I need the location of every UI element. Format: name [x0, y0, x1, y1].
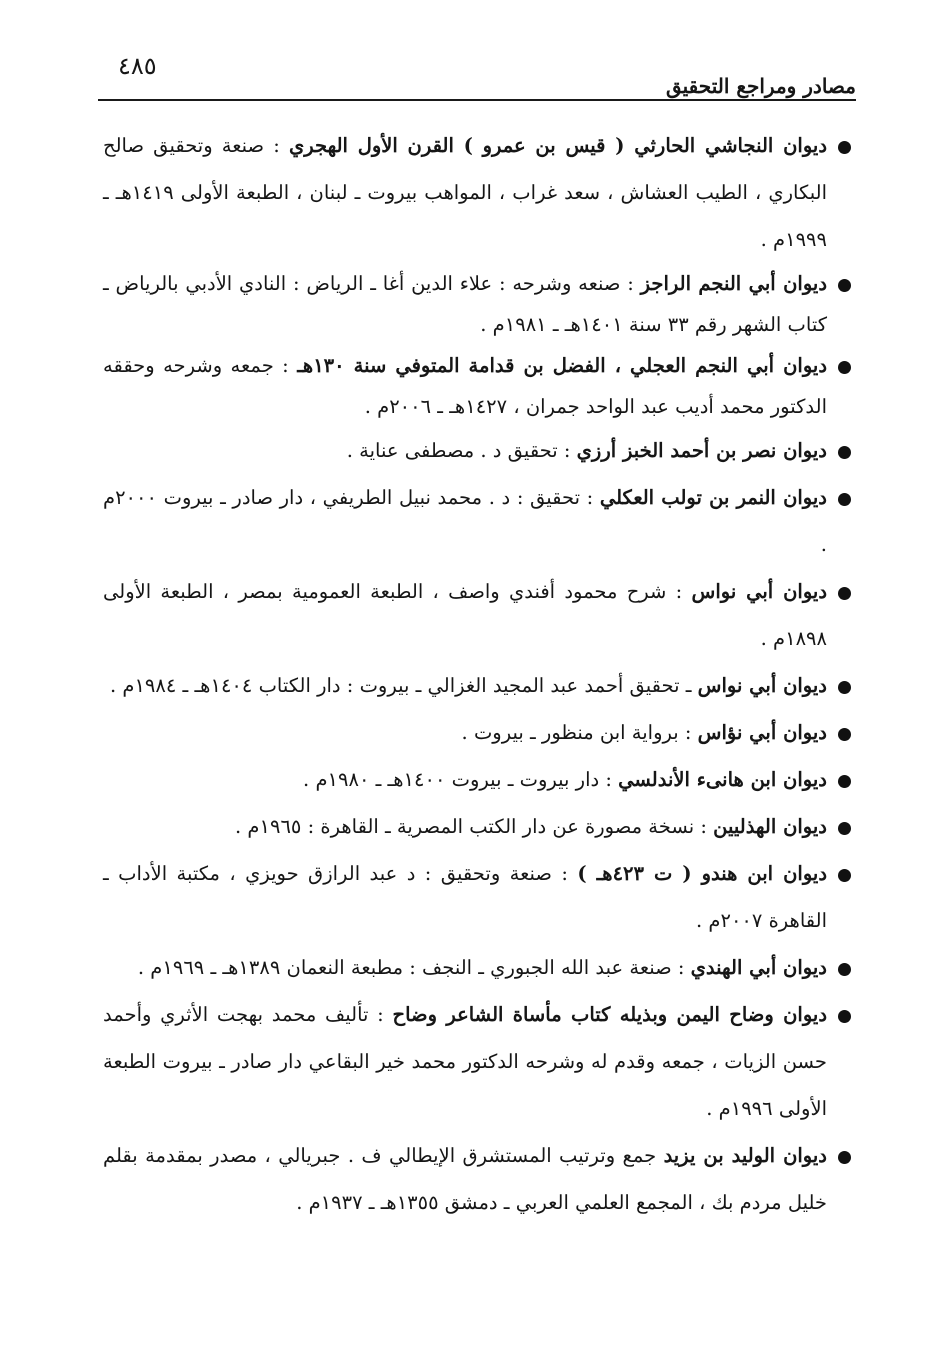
- entry-details: : نسخة مصورة عن دار الكتب المصرية ـ القاهرة : ١٩٦٥م .: [235, 815, 714, 838]
- bullet-icon: [838, 141, 851, 154]
- bibliography-entry: [103, 662, 853, 709]
- bullet-icon: [838, 587, 851, 600]
- entry-title: ديوان أبي النجم العجلي ، الفضل بن قدامة المتوفي سنة ١٣٠هـ: [297, 354, 827, 377]
- entry-title: ديوان أبي نؤاس: [697, 721, 827, 744]
- bullet-icon: [838, 963, 851, 976]
- entry-title: ديوان الوليد بن يزيد: [663, 1144, 827, 1167]
- page-header: [98, 52, 856, 102]
- entry-title: ديوان النمر بن تولب العكلي: [599, 486, 827, 509]
- bullet-icon: [838, 869, 851, 882]
- bullet-icon: [838, 822, 851, 835]
- entry-title: ديوان أبي النجم الراجز: [640, 272, 828, 295]
- entry-title: ديوان ابن هندو ( ت ٤٢٣هـ ): [577, 862, 828, 885]
- bibliography-entry: [103, 944, 853, 991]
- entry-details: : جمعه وشرحه وحققه الدكتور محمد أديب عبد الواحد جمران ، ١٤٢٧هـ ـ ٢٠٠٦م .: [103, 354, 827, 418]
- running-header-title: مصادر ومراجع التحقيق: [665, 74, 856, 98]
- entry-details: : صنعة وتحقيق : د عبد الرازق حويزي ، مكتبة الأداب ـ القاهرة ٢٠٠٧م .: [103, 862, 827, 932]
- entry-details: : صنعه وشرحه : علاء الدين أغا ـ الرياض : النادي الأدبي بالرياض ـ كتاب الشهر رقم ٣٣ سنة ١٤٠١هـ ـ ١٩٨١م .: [103, 272, 827, 336]
- entry-details: : صنعة وتحقيق صالح البكاري ، الطيب العشاش ، سعد غراب ، المواهب بيروت ـ لبنان ، الطبعة الأولى ١٤١٩هـ ـ ١٩٩٩م .: [103, 134, 827, 251]
- bullet-icon: [838, 1010, 851, 1023]
- entry-title: ديوان أبي نواس: [691, 580, 828, 603]
- bullet-icon: [838, 728, 851, 741]
- page-number: ٤٨٥: [118, 52, 157, 80]
- entry-title: ديوان وضاح اليمن وبذيله كتاب مأساة الشاعر وضاح: [392, 1003, 827, 1026]
- bibliography-entry: [103, 474, 853, 568]
- bibliography-entry: [103, 850, 853, 944]
- bullet-icon: [838, 1151, 851, 1164]
- header-divider: [98, 99, 856, 101]
- entry-details: ـ تحقيق أحمد عبد المجيد الغزالي ـ بيروت : دار الكتاب ١٤٠٤هـ ـ ١٩٨٤م .: [109, 674, 698, 697]
- bibliography-list: [103, 122, 853, 1226]
- entry-details: : شرح محمود أفندي واصف ، الطبعة العمومية بمصر ، الطبعة الأولى ١٨٩٨م .: [103, 580, 827, 650]
- entry-title: ديوان أبي نواس: [697, 674, 827, 697]
- entry-details: : برواية ابن منظور ـ بيروت .: [461, 721, 698, 744]
- entry-details: : دار بيروت ـ بيروت ١٤٠٠هـ ـ ١٩٨٠م .: [303, 768, 619, 791]
- bibliography-entry: [103, 803, 853, 850]
- entry-title: ديوان نصر بن أحمد الخبز أرزي: [576, 439, 827, 462]
- bullet-icon: [838, 775, 851, 788]
- bibliography-entry: [103, 122, 853, 263]
- entry-title: ديوان النجاشي الحارثي ( قيس بن عمرو ) القرن الأول الهجري: [288, 134, 828, 157]
- entry-title: ديوان ابن هانىء الأندلسي: [618, 768, 827, 791]
- bibliography-entry: [103, 1132, 853, 1226]
- bullet-icon: [838, 446, 851, 459]
- entry-details: : تحقيق : د . محمد نبيل الطريفي ، دار صادر ـ بيروت ٢٠٠٠م .: [103, 486, 827, 556]
- bullet-icon: [838, 493, 851, 506]
- bullet-icon: [838, 681, 851, 694]
- bullet-icon: [838, 279, 851, 292]
- entry-details: : تحقيق د . مصطفى عناية .: [346, 439, 577, 462]
- bibliography-entry: [103, 568, 853, 662]
- bibliography-entry: [103, 427, 853, 474]
- entry-title: ديوان أبي الهندي: [690, 956, 827, 979]
- bibliography-entry: [103, 345, 853, 427]
- bibliography-entry: [103, 991, 853, 1132]
- entry-details: : صنعة عبد الله الجبوري ـ النجف : مطبعة النعمان ١٣٨٩هـ ـ ١٩٦٩م .: [137, 956, 691, 979]
- bibliography-entry: [103, 756, 853, 803]
- entry-title: ديوان الهذليين: [713, 815, 827, 838]
- bibliography-entry: [103, 709, 853, 756]
- entry-details: جمع وترتيب المستشرق الإيطالي ف . جبريالي ، مصدر بمقدمة بقلم خليل مردم بك ، المجمع العلمي العربي ـ دمشق ١٣٥٥هـ ـ ١٩٣٧م .: [103, 1144, 827, 1214]
- entry-details: : تأليف محمد بهجت الأثري وأحمد حسن الزيات ، جمعه وقدم له وشرحه الدكتور محمد خير البقاعي دار صادر ـ بيروت الطبعة الأولى ١٩٩٦م .: [103, 1003, 827, 1120]
- bullet-icon: [838, 361, 851, 374]
- bibliography-entry: [103, 263, 853, 345]
